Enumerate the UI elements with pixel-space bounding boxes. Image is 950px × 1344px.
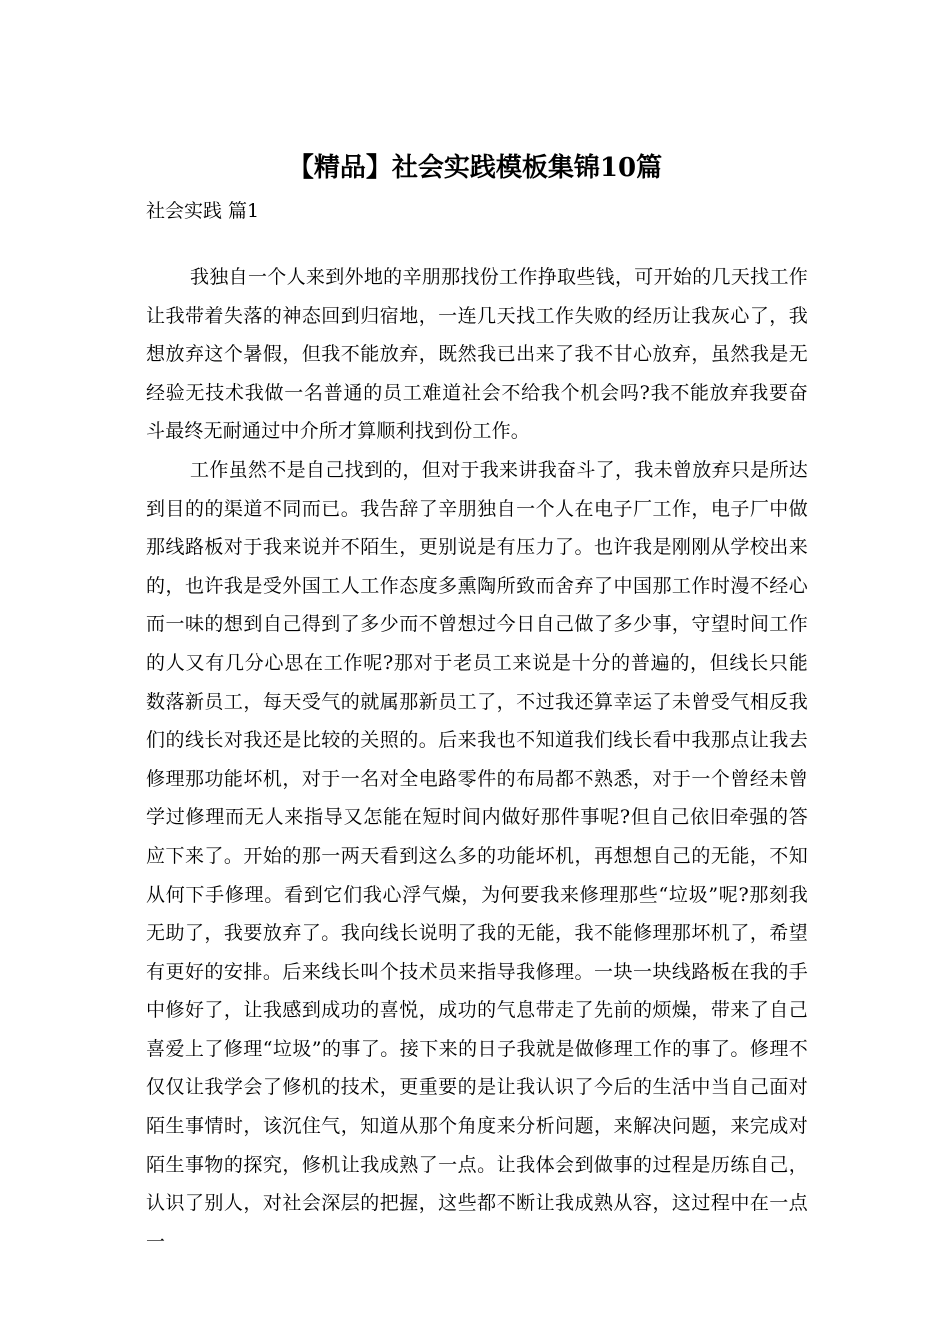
section-heading: 社会实践 篇1 <box>146 200 260 222</box>
document-title: 【精品】社会实践模板集锦10篇 <box>287 153 663 183</box>
paragraph-2: 工作虽然不是自己找到的，但对于我来讲我奋斗了，我未曾放弃只是所达到目的的渠道不同而已。我告辞了辛朋独自一个人在电子厂工作，电子厂中做那线路板对于我来说并不陌生，更别说是有压力了。也许我是刚刚从学校出来的，也许我是受外国工人工作态度多熏陶所致而舍弃了中国那工作时漫不经心而一味的想到自己得到了多少而不曾想过今日自己做了多少事，守望时间工作的人又有几分心思在工作呢?那对于老员工来说是十分的普遍的，但线长只能数落新员工，每天受气的就属那新员工了，不过我还算幸运了未曾受气相反我们的线长对我还是比较的关照的。后来我也不知道我们线长看中我那点让我去修理那功能坏机，对于一名对全电路零件的布局都不熟悉，对于一个曾经未曾学过修理而无人来指导又怎能在短时间内做好那件事呢?但自己依旧牵强的答应下来了。开始的那一两天看到这么多的功能坏机，再想想自己的无能，不知从何下手修理。看到它们我心浮气燥，为何要我来修理那些“垃圾”呢?那刻我无助了，我要放弃了。我向线长说明了我的无能，我不能修理那坏机了，希望有更好的安排。后来线长叫个技术员来指导我修理。一块一块线路板在我的手中修好了，让我感到成功的喜悦，成功的气息带走了先前的烦燥，带来了自己喜爱上了修理“垃圾”的事了。接下来的日子我就是做修理工作的事了。修理不仅仅让我学会了修机的技术，更重要的是让我认识了今后的生活中当自己面对陌生事情时，该沉住气，知道从那个角度来分析问题，来解决问题，来完成对陌生事物的探究，修机让我成熟了一点。让我体会到做事的过程是历练自己，认识了别人，对社会深层的把握，这些都不断让我成熟从容，这过程中在一点一 <box>146 458 808 1253</box>
paragraph-1: 我独自一个人来到外地的辛朋那找份工作挣取些钱，可开始的几天找工作让我带着失落的神态回到归宿地，一连几天找工作失败的经历让我灰心了，我想放弃这个暑假，但我不能放弃，既然我已出来了我不甘心放弃，虽然我是无经验无技术我做一名普通的员工难道社会不给我个机会吗?我不能放弃我要奋斗最终无耐通过中介所才算顺利找到份工作。 <box>146 266 808 443</box>
document-body <box>146 258 808 1261</box>
